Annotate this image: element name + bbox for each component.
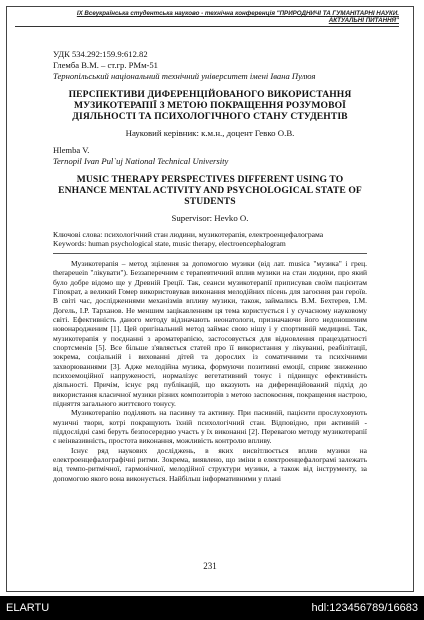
paragraph-2: Музикотерапію поділяють на пасивну та активну. При пасивній, пацієнти прослуховують музичні твори, котрі покращують їхній психологічний стан. Відповідно, при активній - піддослідні самі беруть безпосередню участь у їх виконанні [2]. Перевагою методу музикотерапії є неінвазивність, простота виконання, можливість контролю впливу. <box>53 408 367 446</box>
keywords-en: Keywords: human psychological state, music therapy, electroencephalogram <box>53 239 286 249</box>
supervisor-en: Supervisor: Hevko O. <box>171 213 249 223</box>
keywords-divider <box>53 253 367 254</box>
article-body <box>53 49 367 483</box>
title-uk: ПЕРСПЕКТИВИ ДИФЕРЕНЦІЙОВАНОГО ВИКОРИСТАННЯ МУЗИКОТЕРАПІЇ З МЕТОЮ ПОКРАЩЕННЯ РОЗУМОВОЇ ДІЯЛЬНОСТІ ТА ПСИХОЛОГІЧНОГО СТАНУ СТУДЕНТІВ <box>68 89 352 122</box>
supervisor-uk: Науковий керівник: к.м.н., доцент Гевко О.В. <box>125 128 295 138</box>
paragraph-3: Існує ряд наукових досліджень, в яких висвітлюється вплив музики на електроенцефалографічні ритми. Зокрема, виявлено, що зміни в електроенцефалограмі залежать від темпо-ритмічної, гармонічної, мелодійної структури музики, а також від інструменту, за допомогою якого вона виконується. Найбільш інформативними у плані <box>53 445 367 483</box>
handle-id: hdl:123456789/16683 <box>311 602 418 614</box>
author-uk: Глемба В.М. – ст.гр. РМм-51 <box>53 60 158 70</box>
header-line-1: IX Всеукраїнська студентська науково - технічна конференція "ПРИРОДНИЧІ ТА ГУМАНІТАРНІ НАУКИ. <box>76 10 399 17</box>
header-divider <box>15 26 399 27</box>
paragraph-1: Музикотерапія – метод зцілення за допомогою музики (від лат. musica "музика" і грец. therapeuein "лікувати"). Беззаперечним є терапевтичний вплив музики на стан людини, про який було добре відомо ще у Древній Греції. Так, сеанси музикотерапії приписував своїм пацієнтам Гіпократ, а великий Гомер використовував виконання мелодійних пісень для загоєння ран героїв. В світі час, дослідженнями механізмів впливу музики, також, займались В.М. Бехтерев, І.М. Догель, І.Р. Тарханов. Не меншим зацікавленням ця тема користується і у сучасному науковому світі. Ефективність даного методу відзначають неонатологи, призначаючи його недоношеним новонародженим [1]. Цей оригінальний метод займає свою нішу і у спортивній медицині. Так, музикотерапія у поєднанні з ароматерапією, застосовується для відновлення працездатності спортсменів [5]. Все більше з'являється статей про її використання у лікуванні, реабілітації, зокрема, соціальній і вихованні дітей та дорослих із соматичними та психічними захворюваннями [3]. Адже мелодійна музика, формуючи позитивні емоції, сприяє зниженню психоемоційної напруженості, нормалізує вегетативний тонус і підвищує ефективність діяльності. Причім, існує ряд публікацій, що вказують на диференційований підхід до використання класичної музики різних композиторів з метою заспокоєння, покращення настрою, підняття загального життєвого тонусу. <box>53 258 367 408</box>
repository-footer <box>0 596 424 620</box>
affiliation-uk: Тернопільський національний технічний університет імені Івана Пулюя <box>53 71 316 81</box>
header-line-2: АКТУАЛЬНІ ПИТАННЯ" <box>328 17 399 24</box>
keywords-uk: Ключові слова: психологічний стан людини, музикотерапія, електроенцефалограма <box>53 230 324 239</box>
paper-page <box>6 6 414 592</box>
udc-code: УДК 534.292:159.9:612.82 <box>53 49 148 59</box>
page-number: 231 <box>203 561 217 571</box>
title-en: MUSIC THERAPY PERSPECTIVES DIFFERENT USING TO ENHANCE MENTAL ACTIVITY AND PSYCHOLOGICAL STATE OF STUDENTS <box>58 174 362 207</box>
conference-header <box>15 10 399 24</box>
author-en: Hlemba V. <box>53 145 90 155</box>
repository-name: ELARTU <box>6 602 50 614</box>
affiliation-en: Ternopil Ivan Pul`uj National Technical University <box>53 156 229 166</box>
